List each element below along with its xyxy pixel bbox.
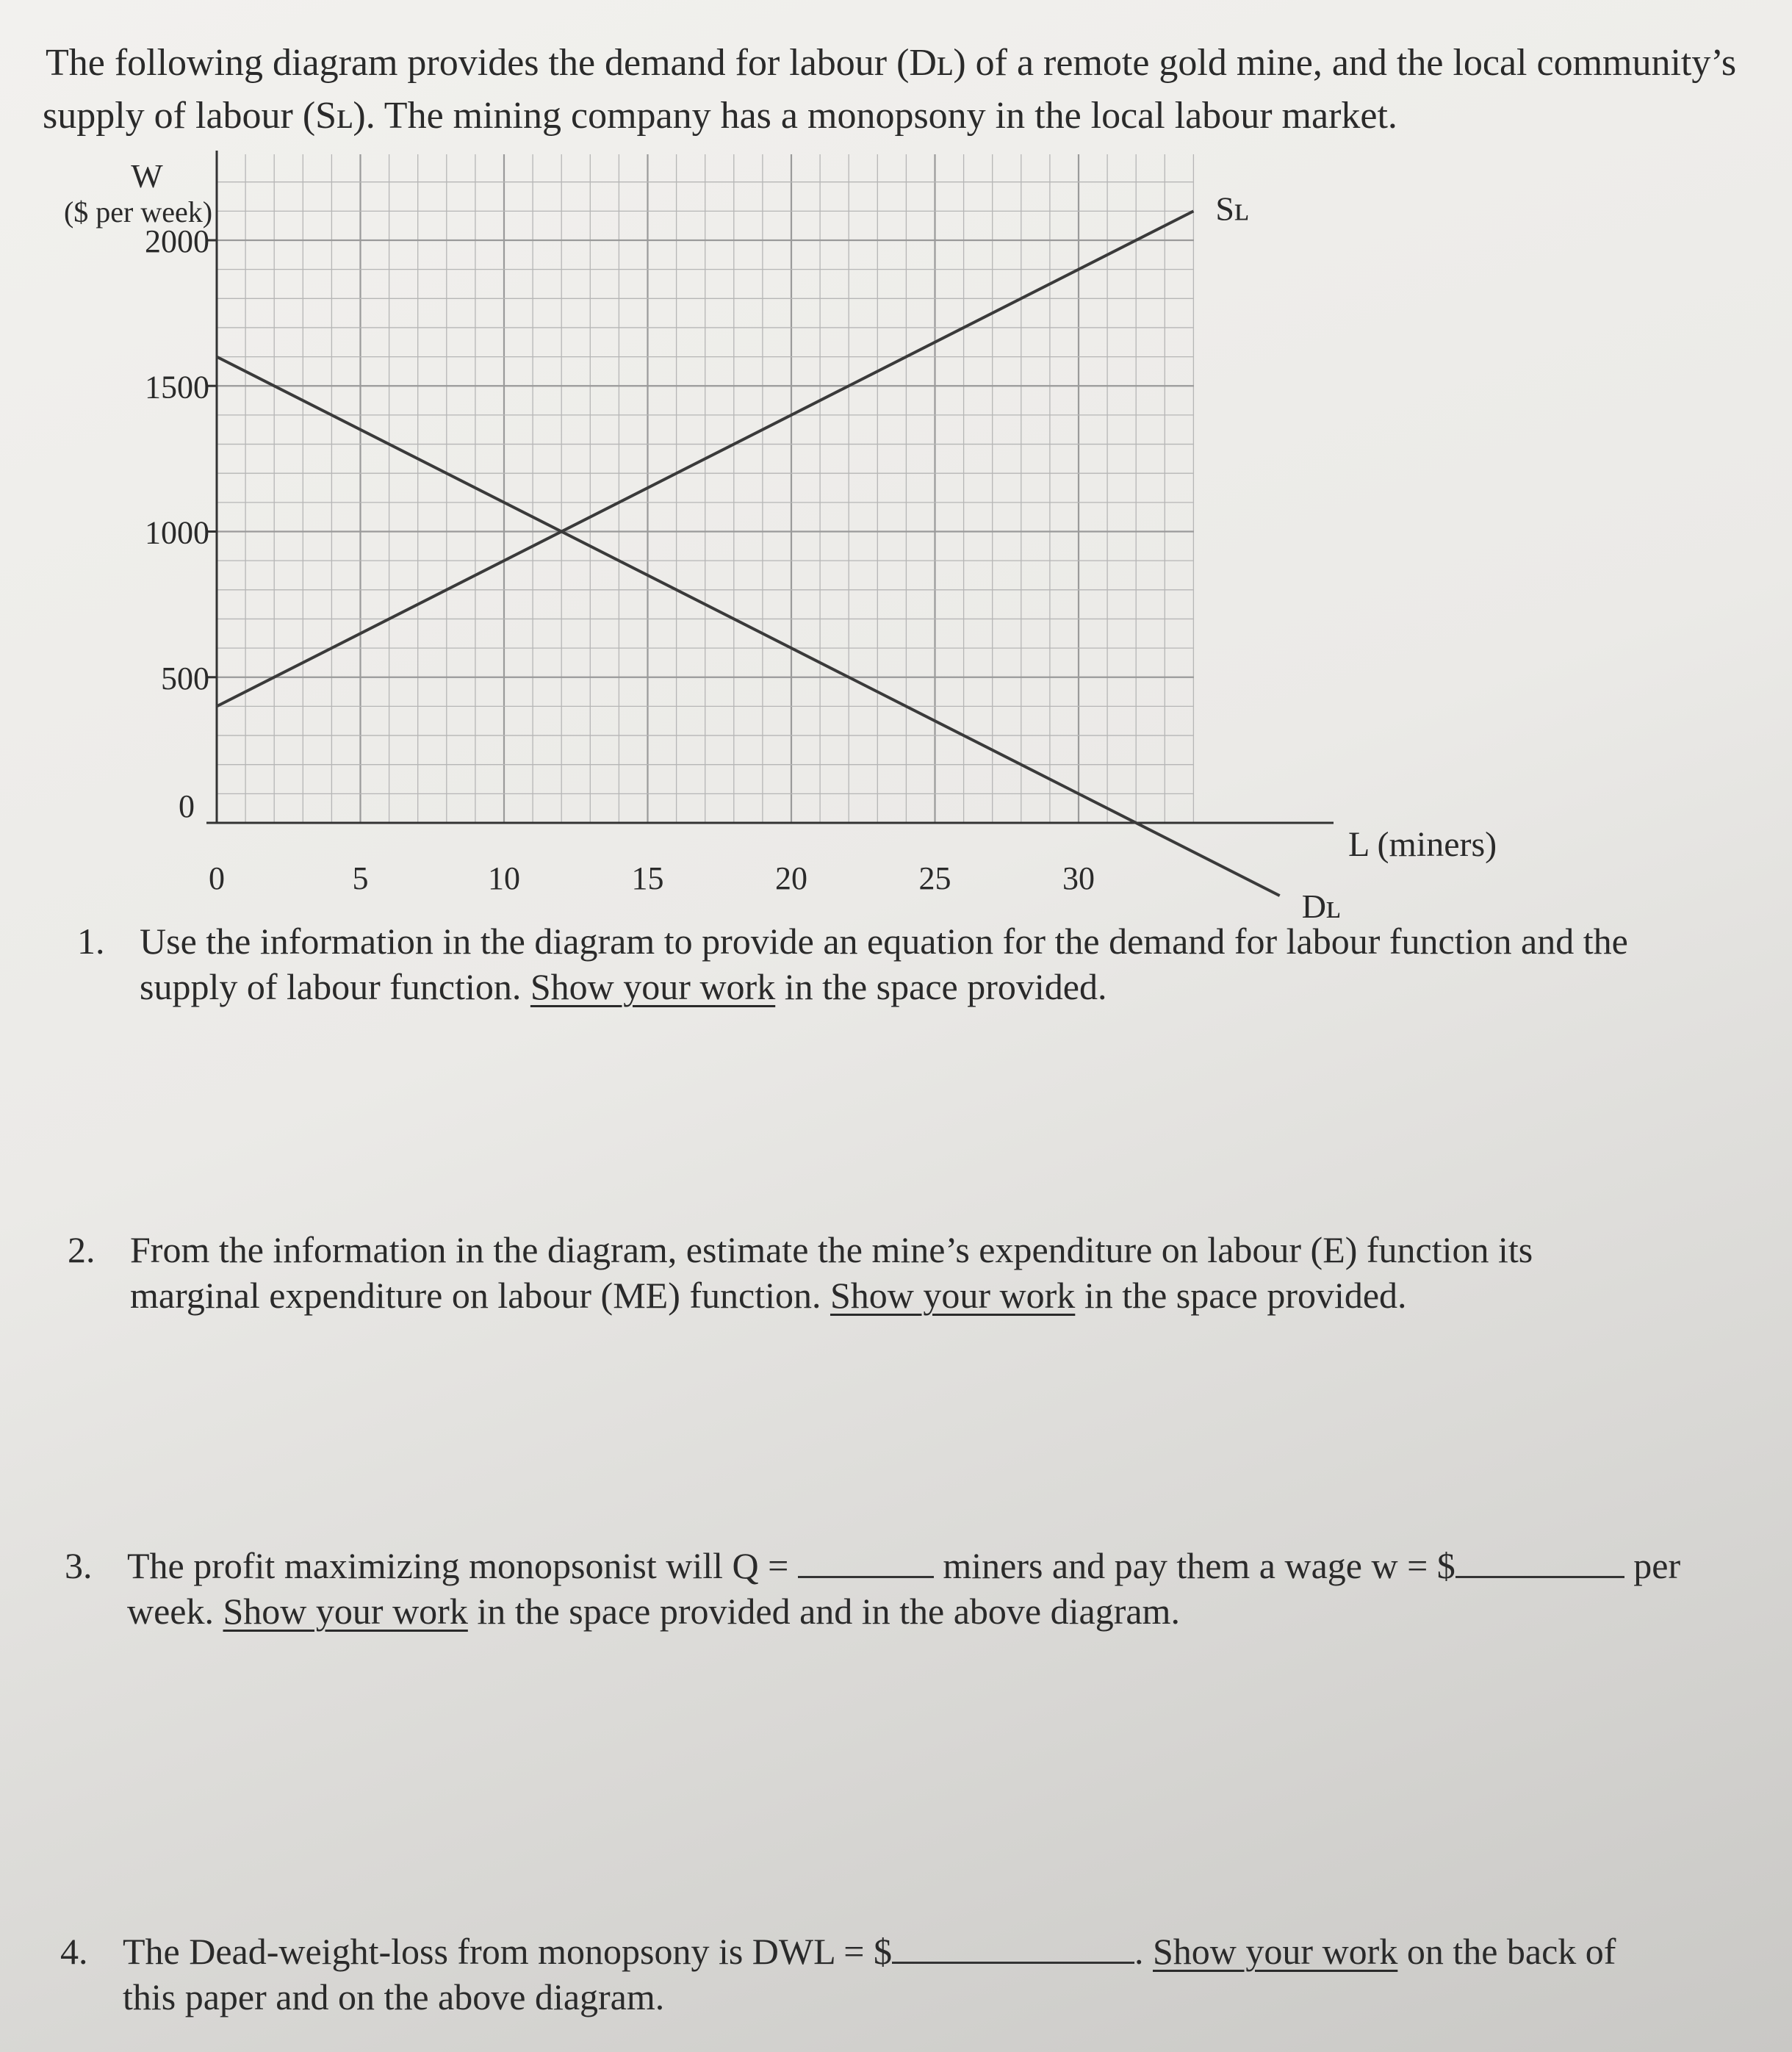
question-3-text-q: The profit maximizing monopsonist will Q = bbox=[127, 1545, 789, 1586]
chart-labels bbox=[64, 157, 1497, 864]
question-2-show-work: Show your work bbox=[830, 1275, 1076, 1316]
x-tick-label: 30 bbox=[1062, 860, 1095, 896]
question-3-text-week: week. bbox=[127, 1591, 223, 1632]
x-tick-label: 15 bbox=[631, 860, 664, 896]
question-3-text-end: in the space provided and in the above diagram. bbox=[467, 1591, 1180, 1632]
x-tick-label: 20 bbox=[775, 860, 807, 896]
question-1-text-end: in the space provided. bbox=[775, 966, 1107, 1007]
answer-blank-q[interactable] bbox=[798, 1544, 934, 1578]
question-4-line-1 bbox=[123, 1929, 1616, 1974]
y-tick-label: 500 bbox=[161, 660, 209, 696]
chart-series bbox=[217, 190, 1341, 918]
question-4-text-back: on the back of bbox=[1397, 1931, 1616, 1972]
question-3-show-work: Show your work bbox=[223, 1591, 468, 1632]
x-tick-label: 0 bbox=[209, 860, 225, 896]
question-1-line-2 bbox=[140, 964, 1106, 1009]
x-axis-label: L (miners) bbox=[1348, 825, 1497, 864]
intro-line-1: The following diagram provides the demand for labour (Dʟ) of a remote gold mine, and the local community’s bbox=[46, 42, 1737, 84]
y-tick-label: 0 bbox=[179, 788, 195, 824]
x-tick-label: 25 bbox=[918, 860, 951, 896]
question-1-show-work: Show your work bbox=[530, 966, 776, 1007]
y-axis-label-unit: ($ per week) bbox=[63, 195, 213, 228]
question-1-line-1: Use the information in the diagram to provide an equation for the demand for labour function and the bbox=[140, 921, 1628, 962]
y-tick-label: 1000 bbox=[145, 514, 209, 551]
question-2-text-end: in the space provided. bbox=[1075, 1275, 1407, 1316]
chart-grid bbox=[217, 154, 1194, 823]
question-4-text-period: . bbox=[1134, 1931, 1153, 1972]
answer-blank-wage[interactable] bbox=[1455, 1544, 1624, 1578]
question-2-number: 2. bbox=[68, 1229, 96, 1270]
question-4-line-2: this paper and on the above diagram. bbox=[123, 1976, 665, 2017]
question-4-number: 4. bbox=[60, 1931, 88, 1972]
question-3-text-wage: miners and pay them a wage w = $ bbox=[943, 1545, 1455, 1586]
question-1-text: supply of labour function. bbox=[140, 966, 530, 1007]
y-tick-label: 2000 bbox=[145, 223, 209, 259]
question-2-text: marginal expenditure on labour (ME) function. bbox=[130, 1275, 830, 1316]
x-tick-label: 5 bbox=[352, 860, 369, 896]
answer-blank-dwl[interactable] bbox=[892, 1929, 1134, 1964]
chart-axes bbox=[145, 151, 1334, 896]
demand-curve-label: Dʟ bbox=[1301, 888, 1341, 918]
supply-curve-label: Sʟ bbox=[1215, 190, 1249, 228]
intro-line-2: supply of labour (Sʟ). The mining company has a monopsony in the local labour market. bbox=[43, 95, 1397, 137]
y-axis-label-w: W bbox=[131, 157, 163, 195]
labour-market-chart bbox=[0, 147, 1792, 918]
question-3-line-2 bbox=[127, 1588, 1180, 1634]
question-3-text-per: per bbox=[1633, 1545, 1681, 1586]
question-3-number: 3. bbox=[65, 1545, 93, 1586]
x-tick-label: 10 bbox=[488, 860, 520, 896]
question-2-line-2 bbox=[130, 1272, 1407, 1318]
question-4-text-dwl: The Dead-weight-loss from monopsony is DWL = $ bbox=[123, 1931, 892, 1972]
y-tick-label: 1500 bbox=[145, 369, 209, 406]
question-3-line-1 bbox=[127, 1543, 1680, 1588]
question-4-show-work: Show your work bbox=[1153, 1931, 1398, 1972]
question-2-line-1: From the information in the diagram, estimate the mine’s expenditure on labour (E) function its bbox=[130, 1229, 1533, 1270]
question-1-number: 1. bbox=[77, 921, 105, 962]
